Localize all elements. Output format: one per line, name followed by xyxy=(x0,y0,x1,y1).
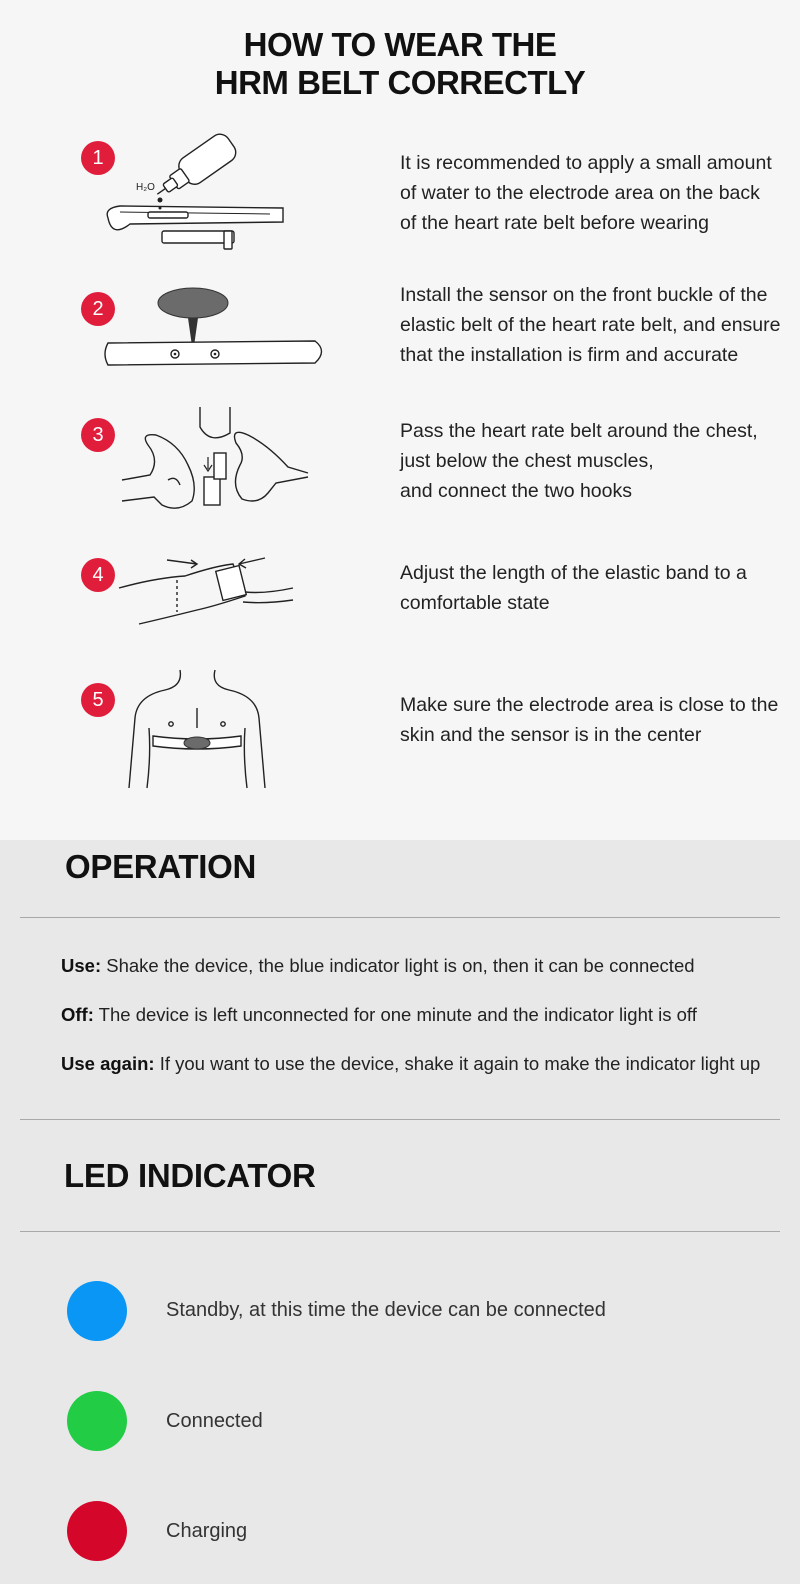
page-title: HOW TO WEAR THE HRM BELT CORRECTLY xyxy=(214,26,586,101)
operation-off: Off: The device is left unconnected for one minute and the indicator light is off xyxy=(61,1004,697,1025)
operation-use-again: Use again: If you want to use the device, shake it again to make the indicator light up xyxy=(61,1053,761,1074)
operation-divider-bottom xyxy=(20,1119,780,1120)
step-2-badge: 2 xyxy=(81,292,115,326)
water-bottle-belt-illustration xyxy=(100,128,290,253)
h2o-label: H₂O xyxy=(136,182,155,193)
led-title: LED INDICATOR xyxy=(64,1157,316,1194)
led-connected-text: Connected xyxy=(166,1410,263,1432)
step-3-badge: 3 xyxy=(81,418,115,452)
info-section xyxy=(0,840,800,1584)
step-4-badge: 4 xyxy=(81,558,115,592)
step-4-text: Adjust the length of the elastic band to a comfortable state xyxy=(400,562,747,614)
operation-title: OPERATION xyxy=(65,848,257,885)
adjust-band-illustration xyxy=(115,548,300,628)
step-1-text: It is recommended to apply a small amount of water to the electrode area on the back of the heart rate belt before wearing xyxy=(400,152,772,234)
led-red-dot xyxy=(67,1501,127,1561)
led-standby-text: Standby, at this time the device can be connected xyxy=(166,1299,606,1321)
step-2-text: Install the sensor on the front buckle of the elastic belt of the heart rate belt, and ensure that the installation is firm and accurate xyxy=(400,284,781,366)
step-5-badge: 5 xyxy=(81,683,115,717)
led-divider xyxy=(20,1231,780,1232)
step-5-text: Make sure the electrode area is close to the skin and the sensor is in the center xyxy=(400,694,779,746)
step-3-text: Pass the heart rate belt around the chest, just below the chest muscles, and connect the two hooks xyxy=(400,420,758,502)
operation-use: Use: Shake the device, the blue indicator light is on, then it can be connected xyxy=(61,955,695,976)
hooks-connect-illustration xyxy=(118,405,313,515)
led-charging-text: Charging xyxy=(166,1520,248,1542)
chest-strap-illustration xyxy=(125,668,270,793)
operation-divider-top xyxy=(20,917,780,918)
led-blue-dot xyxy=(67,1281,127,1341)
sensor-install-illustration xyxy=(100,285,330,375)
led-green-dot xyxy=(67,1391,127,1451)
step-1-badge: 1 xyxy=(81,141,115,175)
